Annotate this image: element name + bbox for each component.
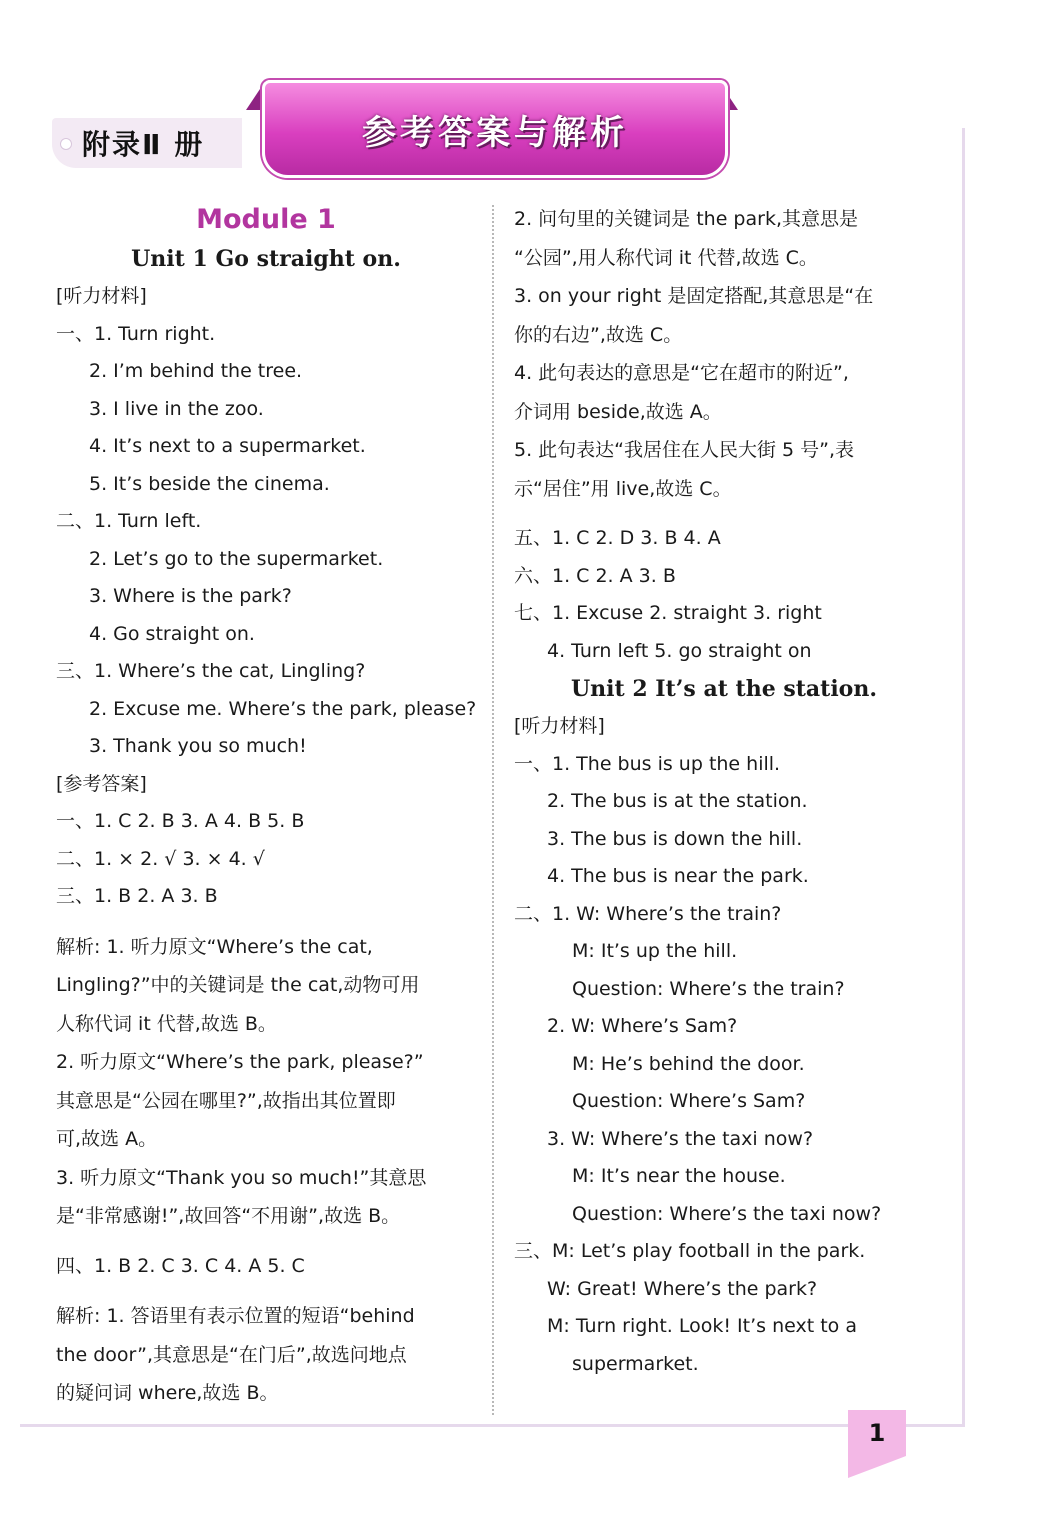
listening-line: 3. The bus is down the hill. [547,827,803,850]
analysis-line: 2. 问句里的关键词是 the park,其意思是 [514,208,858,230]
analysis-line: 介词用 beside,故选 A。 [514,400,722,423]
listening-line: 3. W: Where’s the taxi now? [547,1127,814,1150]
listening-line: 2. Let’s go to the supermarket. [89,547,384,570]
listening-line: 2. Excuse me. Where’s the park, please? [89,697,477,720]
right-column [514,200,934,1383]
listening-line: supermarket. [572,1352,699,1375]
column-divider [492,205,494,1415]
analysis-block [56,1297,476,1413]
analysis-line: 你的右边”,故选 C。 [514,323,683,346]
answer-line: 三、1. B 2. A 3. B [56,885,218,907]
listening-line: Question: Where’s the taxi now? [572,1202,882,1225]
listening-list [56,316,476,766]
listening-line: 3. I live in the zoo. [89,397,264,420]
module-title: Module 1 [196,204,336,235]
listening-heading: [听力材料] [56,285,147,307]
analysis-block [56,928,476,1236]
analysis-line: 5. 此句表达“我居住在人民大街 5 号”,表 [514,439,855,461]
listening-line: 4. The bus is near the park. [547,865,809,887]
answers-list [56,803,476,916]
answer-line: 五、1. C 2. D 3. B 4. A [514,527,721,549]
listening-line: 2. I’m behind the tree. [89,360,303,382]
analysis-line: 解析: 1. 听力原文“Where’s the cat, [56,935,373,958]
unit-title: Unit 1 Go straight on. [131,246,401,272]
answer-line: 七、1. Excuse 2. straight 3. right [514,602,822,624]
left-column [56,200,476,1413]
listening-line: M: Turn right. Look! It’s next to a [547,1315,857,1337]
listening-line: Question: Where’s the train? [572,977,845,1000]
listening-line: 5. It’s beside the cinema. [89,472,330,495]
listening-line: M: It’s up the hill. [572,940,738,962]
appendix-tab: 附录Ⅱ 册 [52,118,242,168]
banner-title: 参考答案与解析 [262,80,728,178]
analysis-line: 3. on your right 是固定搭配,其意思是“在 [514,285,874,307]
page-number: 1 [848,1410,906,1456]
listening-line: M: It’s near the house. [572,1165,786,1187]
analysis-line: 可,故选 A。 [56,1128,158,1150]
analysis-line: 3. 听力原文“Thank you so much!”其意思 [56,1166,427,1189]
listening-line: W: Great! Where’s the park? [547,1277,818,1300]
listening-line: 4. It’s next to a supermarket. [89,435,366,457]
listening-list [514,746,934,1384]
listening-line: 一、1. Turn right. [56,322,216,345]
analysis-line: 解析: 1. 答语里有表示位置的短语“behind [56,1305,415,1327]
analysis-line: 人称代词 it 代替,故选 B。 [56,1012,277,1035]
answers-list [514,520,934,670]
listening-line: 二、1. Turn left. [56,510,202,532]
analysis-line: 的疑问词 where,故选 B。 [56,1382,279,1404]
listening-line: M: He’s behind the door. [572,1052,805,1075]
listening-line: 一、1. The bus is up the hill. [514,752,781,775]
listening-line: 3. Where is the park? [89,585,292,607]
analysis-line: 其意思是“公园在哪里?”,故指出其位置即 [56,1089,396,1112]
unit-title: Unit 2 It’s at the station. [570,676,878,702]
analysis-line: 示“居住”用 live,故选 C。 [514,477,732,500]
listening-line: 三、M: Let’s play football in the park. [514,1240,866,1262]
answer-line: 4. Turn left 5. go straight on [547,639,812,662]
listening-line: 2. W: Where’s Sam? [547,1015,738,1037]
analysis-line: 是“非常感谢!”,故回答“不用谢”,故选 B。 [56,1205,401,1227]
analysis-line: 4. 此句表达的意思是“它在超市的附近”, [514,362,849,384]
listening-line: 3. Thank you so much! [89,735,307,757]
answer-line: 六、1. C 2. A 3. B [514,564,676,587]
analysis-line: Lingling?”中的关键词是 the cat,动物可用 [56,974,420,996]
answer-line: 一、1. C 2. B 3. A 4. B 5. B [56,810,305,832]
answers-line: 四、1. B 2. C 3. C 4. A 5. C [56,1254,305,1277]
listening-line: 2. The bus is at the station. [547,790,808,812]
listening-line: 4. Go straight on. [89,622,255,645]
analysis-block [514,200,934,508]
answer-line: 二、1. × 2. √ 3. × 4. √ [56,847,265,870]
answers-heading: [参考答案] [56,772,147,795]
analysis-line: the door”,其意思是“在门后”,故选问地点 [56,1343,407,1366]
analysis-line: “公园”,用人称代词 it 代替,故选 C。 [514,246,818,269]
listening-line: 二、1. W: Where’s the train? [514,902,782,925]
listening-line: 三、1. Where’s the cat, Lingling? [56,660,366,682]
analysis-line: 2. 听力原文“Where’s the park, please?” [56,1051,424,1073]
listening-heading: [听力材料] [514,715,605,737]
listening-line: Question: Where’s Sam? [572,1090,806,1112]
footer-line [60,1424,850,1426]
